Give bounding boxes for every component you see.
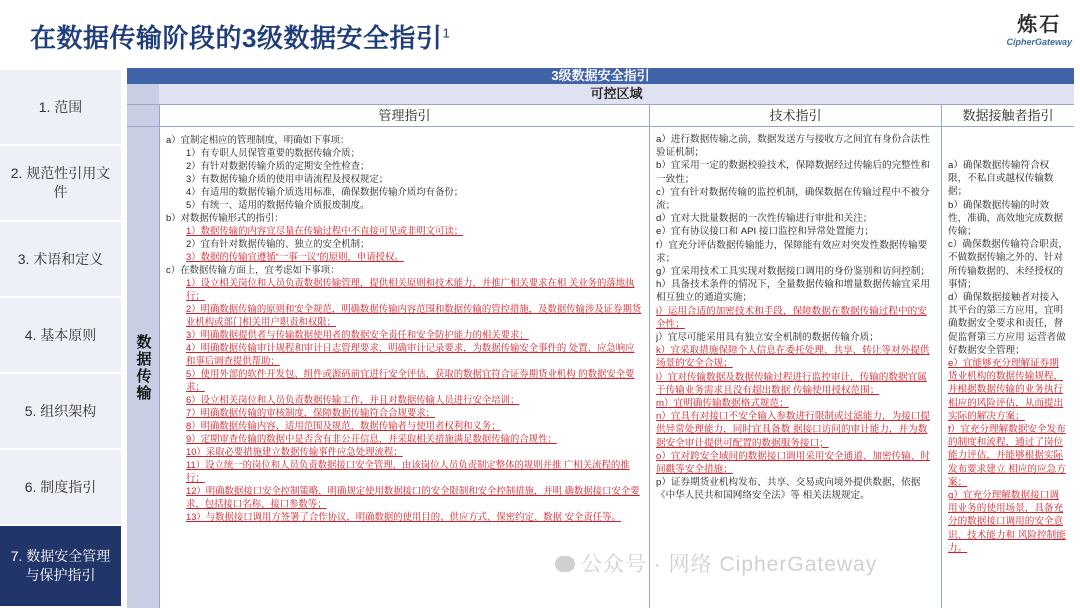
guideline-item-highlight: l）宜对传输数据及数据传输过程进行监控审计，传输的数据宜属于传输业务需求且没有超出数据 传输使用授权范围； [656,371,927,396]
guideline-item: 2）有针对数据传输介质的定期安全性检查； [186,160,370,171]
guideline-item: 4）有适用的数据传输介质选用标准，确保数据传输介质均有备份； [186,186,464,197]
guideline-item [166,419,643,432]
column-header-data-handler: 数据接触者指引 [941,105,1074,126]
guideline-item-highlight: 7）明确数据传输的审核制度，保障数据传输符合合规要求； [186,407,435,418]
guideline-item-highlight: 3）明确数据提供者与传输数据使用者的数据安全责任和安全防护能力的相关要求； [186,329,529,340]
guideline-item: d）确保数据接触者对接入其平台的第三方应用，宜明确数据安全要求和责任，督促监督第三方应用 运营者做好数据安全管理； [948,292,1066,356]
guideline-item [166,432,643,445]
guideline-item: b）宜采用一定的数据校验技术，保障数据经过传输后的完整性和一致性； [656,160,930,185]
guideline-item: j）宜尽可能采用具有独立安全机制的数据传输介质； [656,332,879,344]
guideline-item [166,406,643,419]
guideline-item-highlight: f）宜充分理解数据安全发布的制度和流程，通过了岗位能力评估，并能够根据实际发布要求建立 相应的应急方案； [948,424,1066,488]
guideline-item: d）宜对大批量数据的一次性传输进行审批和关注； [656,213,873,225]
guideline-item [948,423,1068,489]
guideline-item-highlight: 5）使用外部的软件开发包、组件或源码前宜进行安全评估，获取的数据宜符合证券期货业机构 的数据安全要求； [186,368,635,392]
guideline-item: f）宜充分评估数据传输能力，保障能有效应对突发性数据传输要求； [656,239,928,264]
guideline-item: c）在数据传输方面上，宜考虑如下事项： [166,264,340,275]
guideline-item: a）进行数据传输之前，数据发送方与接收方之间宜有身份合法性验证机制； [656,134,930,159]
guideline-item [656,410,935,450]
guideline-item [166,250,643,263]
page-title: 在数据传输阶段的3级数据安全指引$^1$ [30,23,451,53]
guideline-item-highlight: n）宜具有对接口不安全输入参数进行限制或过滤能力，为接口提供异常处理能力，同时宜具备数 据接口访问的审计能力，并为数据安全审计提供可配置的数据服务接口； [656,411,930,449]
guideline-item: a）确保数据传输符合权限，不私自或越权传输数据； [948,160,1054,198]
guideline-item: 3）有数据传输介质的使用申请流程及授权规定； [186,173,389,184]
guideline-item-highlight: 8）明确数据传输内容、适用范围及规范，数据传输者与使用者权利和义务； [186,420,501,431]
guideline-item [166,224,643,237]
sidebar-nav [0,70,121,608]
stage-label: 数据传输 [134,333,152,402]
table-corner [127,84,159,104]
sidebar-item-references[interactable]: 2. 规范性引用文件 [0,146,121,222]
sidebar-item-scope[interactable]: 1. 范围 [0,70,121,146]
guideline-item-highlight: e）宜能够充分理解证券期货业机构的数据传输规程，并根据数据传输的业务执行相应的风险评估，从而提出实际的解决方案； [948,358,1064,422]
guideline-item [166,445,643,458]
column-header-management: 管理指引 [159,105,649,126]
title-footnote: 1 [442,25,451,41]
guideline-item: b）对数据传输形式的指引： [166,212,284,223]
guideline-item-highlight: 11）设立统一的岗位和人员负责数据接口安全管理，由该岗位人员负责制定整体的规则并推 广相关流程的推行； [186,459,630,483]
guideline-item [166,276,643,302]
data-handler-guidelines-cell [941,127,1074,608]
guideline-item [166,328,643,341]
brand-logo [1006,8,1072,47]
guideline-item-highlight: 6）设立相关岗位和人员负责数据传输工作，并且对数据传输人员进行安全培训； [186,394,520,405]
guideline-item: h）具备技术条件的情况下，全量数据传输和增量数据传输宜采用相互独立的通道实施； [656,279,930,304]
guideline-item: 2）宜有针对数据传输的、独立的安全机制； [186,238,370,249]
zone-title: 可控区域 [159,84,1074,104]
guideline-item-highlight: 13）与数据接口调用方签署了合作协议，明确数据的使用目的、供应方式、保密约定、数据 安全责任等。 [186,511,621,522]
guideline-item-highlight: 10）采取必要措施建立数据传输事件应急处理流程； [186,446,403,457]
sidebar-item-policy[interactable]: 6. 制度指引 [0,450,121,526]
guideline-item-highlight: 3）数据的传输宜遵循“一事一议”的原则，申请授权。 [186,251,404,262]
guideline-item [656,371,935,397]
stage-label-cell [127,127,159,608]
guideline-item: p）证券期货业机构发布、共享、交易或向境外提供数据，依据《中华人民共和国网络安全法》等 相关法规规定。 [656,477,921,502]
guideline-item: a）宜制定相应的管理制度，明确如下事项： [166,134,350,145]
table-corner [127,105,159,126]
guideline-item-highlight: 9）定期审查传输的数据中是否含有非公开信息，并采取相关措施满足数据传输的合规性； [186,433,557,444]
sidebar-item-organization[interactable]: 5. 组织架构 [0,374,121,450]
guideline-item-highlight: m）宜明确传输数据格式规范； [656,398,789,410]
guideline-item [166,484,643,510]
technical-guidelines-cell [649,127,941,608]
guideline-item-highlight: 1）数据传输的内容宜尽量在传输过程中不直接可见或非明文可读； [186,225,464,236]
management-guidelines-cell [159,127,649,608]
guideline-item-highlight: k）宜采取措施保障个人信息在委托处理、共享、转让等对外提供场景的安全合规； [656,345,930,370]
guideline-table [127,68,1074,608]
guideline-item-highlight: 4）明确数据传输审计规程和审计日志管理要求，明确审计记录要求，为数据传输安全事件的 处置、应急响应和事后调查提供帮助； [186,342,635,366]
guideline-item [166,367,643,393]
logo-cn: 炼石 [1017,14,1062,36]
guideline-item-highlight: g）宜充分理解数据接口调用业务的使用场景，具备充分的数据接口调用的安全意识、技术能力和 风险控制能力。 [948,490,1066,554]
guideline-item: 1）有专职人员保管重要的数据传输介质； [186,147,360,158]
sidebar-item-terms[interactable]: 3. 术语和定义 [0,222,121,298]
guideline-item: c）确保数据传输符合职责，不做数据传输之外的、针对所传输数据的、未经授权的事情； [948,239,1068,290]
guideline-item: e）宜有协议接口和 API 接口监控和异常处置能力； [656,226,875,238]
guideline-item-highlight: i）运用合适的加密技术和手段，保障数据在数据传输过程中的安全性； [656,305,927,330]
guideline-item [166,393,643,406]
guideline-item: g）宜采用技术工具实现对数据接口调用的身份鉴别和访问控制； [656,266,930,278]
guideline-item [656,397,935,410]
guideline-item [166,302,643,328]
guideline-item-highlight: o）宜对跨安全域间的数据接口调用采用安全通道、加密传输、时间戳等安全措施； [656,450,930,476]
guideline-item [948,357,1068,423]
guideline-item [656,450,935,476]
guideline-item: c）宜有针对数据传输的监控机制，确保数据在传输过程中不被分流； [656,186,930,212]
guideline-item-highlight: 1）设立相关岗位和人员负责数据传输管理，提供相关原则和技术能力，并推广相关要求在相 关业务的落地执行； [186,277,635,301]
guideline-item [166,510,643,523]
guideline-item [656,305,935,331]
guideline-item-highlight: 2）明确数据传输的原则和安全规范，明确数据传输内容范围和数据传输的管控措施，及数据传输涉及证券期货业机构或部门相关用户职责和权限； [186,303,642,327]
guideline-item [166,458,643,484]
table-title-band: 3级数据安全指引 [127,68,1074,84]
guideline-item: 5）有统一、适用的数据传输介质报废制度。 [186,199,370,210]
guideline-item-highlight: 12）明确数据接口安全控制策略，明确规定使用数据接口的安全限制和安全控制措施，并明 确数据接口安全要求，包括接口名称、接口参数等； [186,485,640,509]
guideline-item [656,344,935,370]
sidebar-item-principles[interactable]: 4. 基本原则 [0,298,121,374]
sidebar-item-data-protection[interactable]: 7. 数据安全管理与保护指引 [0,526,121,608]
guideline-item: b）确保数据传输的时效性，准确、高效地完成数据传输； [948,199,1064,238]
logo-en: CipherGateway [1006,37,1072,47]
guideline-item [166,341,643,367]
guideline-item [948,489,1068,555]
watermark-text: 公众号 · 网络 CipherGateway [581,553,878,576]
column-header-technical: 技术指引 [649,105,941,126]
